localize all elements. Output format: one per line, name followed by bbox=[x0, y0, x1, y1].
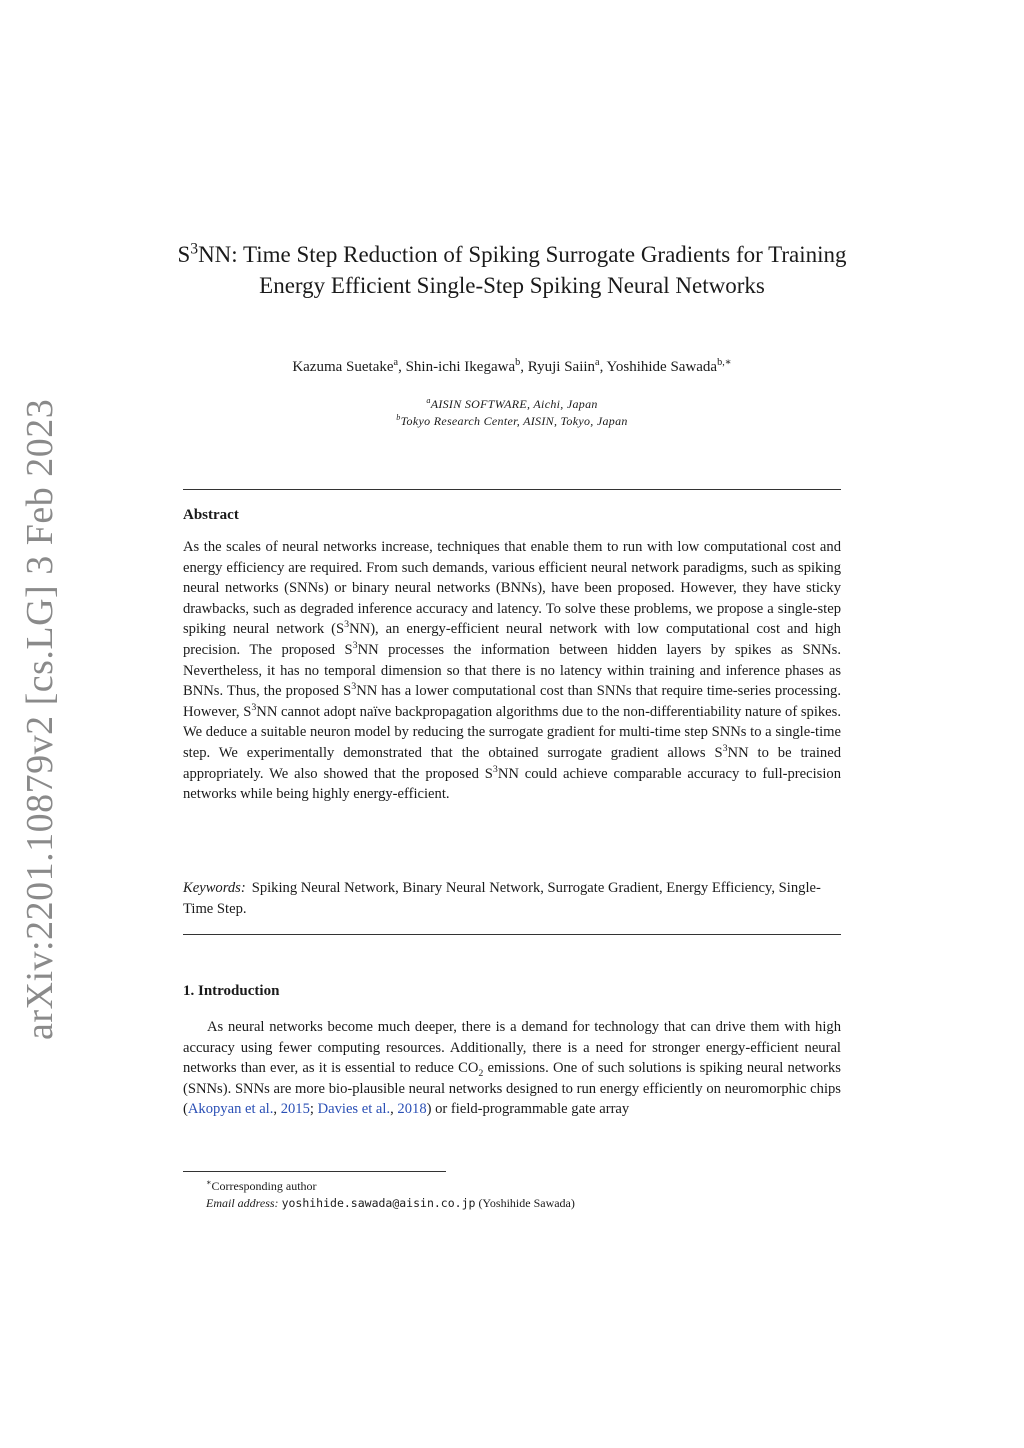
introduction-paragraph: As neural networks become much deeper, there is a demand for technology that can drive them with high accuracy using fewer computing resources. Additionally, there is a need for stronger energy-efficient neural networks than ever, as it is essential to reduce $CO_2$ emissions. One of such solutions is spiking neural networks (SNNs). SNNs are more bio-plausible neural networks designed to run energy efficiently on neuromorphic chips (Akopyan et al., 2015; Davies et al., 2018) or field-programmable gate array bbox=[183, 1019, 841, 1118]
abstract-heading: Abstract bbox=[183, 507, 239, 523]
footnotes bbox=[206, 1178, 575, 1212]
author: Ryuji Saiin$^a$ bbox=[527, 357, 600, 375]
arxiv-identifier-stamp: arXiv:2201.10879v2 [cs.LG] 3 Feb 2023 bbox=[19, 398, 61, 1040]
affiliation: $^b$Tokyo Research Center, AISIN, Tokyo, Japan bbox=[396, 413, 628, 428]
paper-title: $S^3NN$: Time Step Reduction of Spiking Surrogate Gradients for Training Energy Efficient Single-Step Spiking Neural Networks bbox=[177, 240, 847, 298]
footnote-rule bbox=[183, 1171, 446, 1172]
affiliation: $^a$AISIN SOFTWARE, Aichi, Japan bbox=[426, 396, 598, 411]
author: Kazuma Suetake$^a$ bbox=[292, 357, 399, 375]
abstract-top-rule bbox=[183, 489, 841, 490]
section-heading-introduction: 1. Introduction bbox=[183, 983, 280, 999]
author: Shin-ichi Ikegawa$^b$ bbox=[405, 357, 521, 375]
email-address[interactable]: yoshihide.sawada@aisin.co.jp bbox=[281, 1196, 476, 1210]
citation-link-akopyan[interactable]: Akopyan et al. bbox=[187, 1101, 274, 1118]
abstract-bottom-rule bbox=[183, 934, 841, 935]
affiliations bbox=[150, 396, 874, 430]
abstract-text: As the scales of neural networks increase, techniques that enable them to run with low computational cost and energy efficiency are required. From such demands, various efficient neural network paradigms, such as spiking neural networks (SNNs) or binary neural networks (BNNs), have been proposed. However, they have sticky drawbacks, such as degraded inference accuracy and latency. To solve these problems, we propose a single-step spiking neural network $(S^3NN)$, an energy-efficient neural network with low computational cost and high precision. The proposed $S^3NN$ processes the information between hidden layers by spikes as SNNs. Nevertheless, it has no temporal dimension so that there is no latency within training and inference phases as BNNs. Thus, the proposed $S^3NN$ has a lower computational cost than SNNs that require time-series processing. However, $S^3NN$ cannot adopt naïve backpropagation algorithms due to the non-differentiability nature of spikes. We deduce a suitable neuron model by reducing the surrogate gradient for multi-time step SNNs to a single-time step. We experimentally demonstrated that the obtained surrogate gradient allows $S^3NN$ to be trained appropriately. We also showed that the proposed $S^3NN$ could achieve comparable accuracy to full-precision networks while being highly energy-efficient. bbox=[183, 539, 841, 803]
keywords bbox=[183, 878, 823, 919]
keywords-text: Spiking Neural Network, Binary Neural Network, Surrogate Gradient, Energy Efficiency, Single-Time Step. bbox=[183, 880, 821, 917]
author: Yoshihide Sawada$^{b,∗}$ bbox=[606, 357, 732, 375]
citation-year-link-2018[interactable]: 2018 bbox=[397, 1101, 427, 1118]
author-list: Kazuma Suetake$^a$, Shin-ichi Ikegawa$^b$, Ryuji Saiin$^a$, Yoshihide Sawada$^{b,∗}$ bbox=[292, 357, 732, 375]
footnote-email: Email address: yoshihide.sawada@aisin.co.jp (Yoshihide Sawada) bbox=[206, 1196, 575, 1210]
citation-link-davies[interactable]: Davies et al. bbox=[317, 1101, 391, 1118]
citation-year-link-2015[interactable]: 2015 bbox=[280, 1101, 310, 1118]
footnote-corresponding: ∗Corresponding author bbox=[206, 1178, 317, 1193]
keywords-label: Keywords: bbox=[183, 880, 246, 896]
